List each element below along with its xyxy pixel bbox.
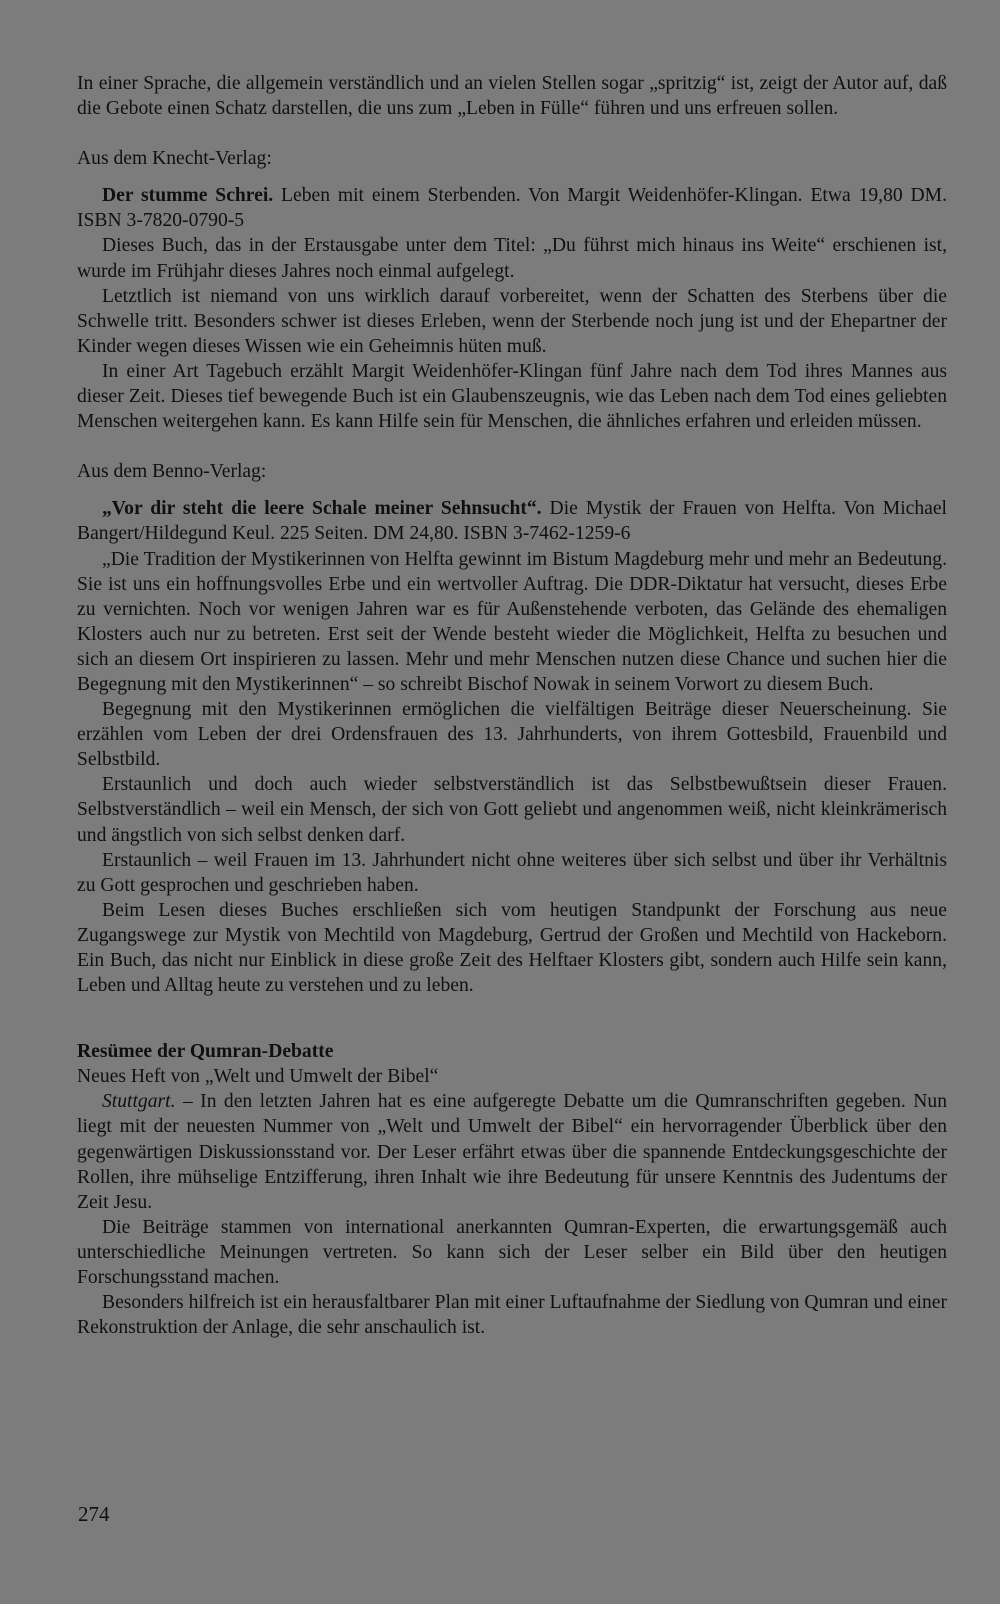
benno-paragraph: Beim Lesen dieses Buches erschließen sich vom heutigen Standpunkt der Forschung aus neue Zugangswege zur Mystik von Mechtild von Magdeburg, Gertrud der Großen und Mechtild von Hackeborn. Ein Buch, das nicht nur Einblick in diese große Zeit des Helftaer Klosters gibt, sondern auch Hilfe sein kann, Leben und Alltag heute zu verstehen und zu leben. xyxy=(77,899,947,997)
knecht-paragraph: Dieses Buch, das in der Erstausgabe unter dem Titel: „Du führst mich hinaus ins Weite“ erschienen ist, wurde im Frühjahr dieses Jahres noch einmal aufgelegt. xyxy=(77,235,947,282)
qumran-paragraph: Die Beiträge stammen von international anerkannten Qumran-Experten, die erwartungsgemäß auch unterschiedliche Meinungen vertreten. So kann sich der Leser selber ein Bild über den heutigen Forschungsstand machen. xyxy=(77,1216,947,1289)
benno-book-entry xyxy=(77,496,947,546)
benno-source-heading: Aus dem Benno-Verlag: xyxy=(77,461,267,483)
qumran-first-paragraph xyxy=(77,1089,947,1214)
knecht-book-title: Der stumme Schrei. xyxy=(102,185,274,207)
qumran-first-paragraph-text: – In den letzten Jahren hat es eine aufgeregte Debatte um die Qumranschriften gegeben. Nun liegt mit der neuesten Nummer von „Welt und Umwelt der Bibel“ ein hervorragender Überblick über den gegenwärtigen Diskussionsstand vor. Der Leser erfährt etwas über die spannende Entdeckungsgeschichte der Rollen, ihre mühselige Entzifferung, ihren Inhalt wie ihre Bedeutung für unsere Kenntnis des Judentums der Zeit Jesu. xyxy=(77,1091,947,1213)
knecht-paragraph: In einer Art Tagebuch erzählt Margit Weidenhöfer-Klingan fünf Jahre nach dem Tod ihres Mannes aus dieser Zeit. Dieses tief bewegende Buch ist ein Glaubenszeugnis, wie das Leben nach dem Tod eines geliebten Menschen weitergehen kann. Es kann Hilfe sein für Menschen, die ähnliches erfahren und erleiden müssen. xyxy=(77,360,947,433)
knecht-book-info: Leben mit einem Sterbenden. Von Margit Weidenhöfer-Klingan. Etwa 19,80 DM. ISBN 3-7820-0790-5 xyxy=(77,185,947,232)
qumran-paragraph: Besonders hilfreich ist ein herausfaltbarer Plan mit einer Luftaufnahme der Siedlung von Qumran und einer Rekonstruktion der Anlage, die sehr anschaulich ist. xyxy=(77,1292,947,1339)
page-body xyxy=(77,71,947,1340)
page-number: 274 xyxy=(78,1502,110,1526)
qumran-dateline: Stuttgart. xyxy=(102,1091,176,1113)
benno-paragraph: Begegnung mit den Mystikerinnen ermöglichen die vielfältigen Beiträge dieser Neuerscheinung. Sie erzählen vom Leben der drei Ordensfrauen des 13. Jahrhunderts, von ihrem Gottesbild, Frauenbild und Selbstbild. xyxy=(77,699,947,771)
knecht-source-heading: Aus dem Knecht-Verlag: xyxy=(77,148,272,170)
knecht-paragraph: Letztlich ist niemand von uns wirklich darauf vorbereitet, wenn der Schatten des Sterbens über die Schwelle tritt. Besonders schwer ist dieses Erleben, wenn der Sterbende noch jung ist und der Ehepartner der Kinder wegen dieses Wissen wie ein Geheimnis hüten muß. xyxy=(77,285,947,357)
benno-paragraph: „Die Tradition der Mystikerinnen von Helfta gewinnt im Bistum Magdeburg mehr und mehr an Bedeutung. Sie ist uns ein hoffnungsvolles Erbe und ein wertvoller Auftrag. Die DDR-Diktatur hat versucht, dieses Erbe zu vernichten. Noch vor wenigen Jahren war es für Außenstehende verboten, das Gelände des ehemaligen Klosters auch nur zu betreten. Erst seit der Wende besteht wieder die Möglichkeit, Helfta zu besuchen und sich an diesem Ort inspirieren zu lassen. Mehr und mehr Menschen nutzen diese Chance und suchen hier die Begegnung mit den Mystikerinnen“ – so schreibt Bischof Nowak in seinem Vorwort zu diesem Buch. xyxy=(77,548,947,695)
knecht-book-entry xyxy=(77,183,947,233)
benno-book-info: Die Mystik der Frauen von Helfta. Von Michael Bangert/Hildegund Keul. 225 Seiten. DM 24,80. ISBN 3-7462-1259-6 xyxy=(77,498,947,545)
benno-paragraph: Erstaunlich – weil Frauen im 13. Jahrhundert nicht ohne weiteres über sich selbst und über ihr Verhältnis zu Gott gesprochen und geschrieben haben. xyxy=(77,849,947,896)
benno-paragraph: Erstaunlich und doch auch wieder selbstverständlich ist das Selbstbewußtsein dieser Frauen. Selbstverständlich – weil ein Mensch, der sich von Gott geliebt und angenommen weiß, nicht kleinkrämerisch und ängstlich von sich selbst denken darf. xyxy=(77,774,947,846)
benno-book-title: „Vor dir steht die leere Schale meiner Sehnsucht“. xyxy=(102,498,542,520)
qumran-section-title: Resümee der Qumran-Debatte xyxy=(77,1041,334,1063)
intro-paragraph: In einer Sprache, die allgemein verständlich und an vielen Stellen sogar „spritzig“ ist, zeigt der Autor auf, daß die Gebote einen Schatz darstellen, die uns zum „Leben in Fülle“ führen und uns erfreuen sollen. xyxy=(77,73,947,120)
qumran-subtitle: Neues Heft von „Welt und Umwelt der Bibel“ xyxy=(77,1066,439,1088)
